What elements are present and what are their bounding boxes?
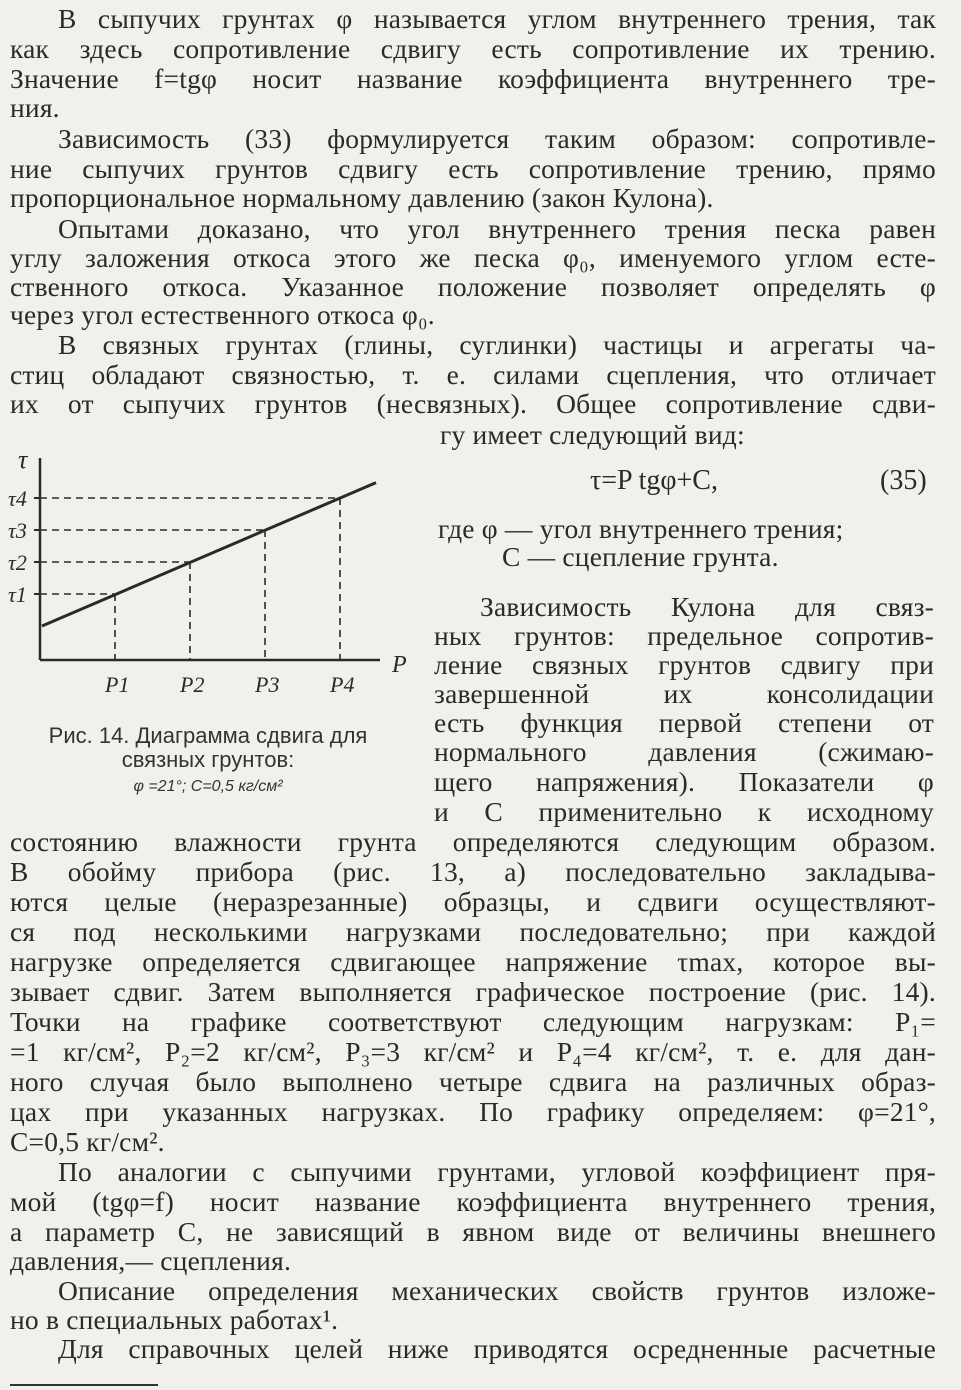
text-line: В обойму прибора (рис. 13, а) последовательно закладыва-: [10, 856, 936, 887]
x-tick-label: P2: [180, 672, 205, 697]
text-line: =1 кг/см², P₂=2 кг/см², P₃=3 кг/см² и P₄=4 кг/см², т. е. для дан-: [10, 1036, 936, 1067]
x-tick-label: P1: [105, 672, 130, 697]
text-line: ного случая было выполнено четыре сдвига на различных образ-: [10, 1066, 936, 1097]
y-tick-label: τ2: [8, 550, 27, 575]
text-line: Зависимость Кулона для связ-: [480, 591, 934, 622]
text-line: состоянию влажности грунта определяются следующим образом.: [10, 826, 936, 857]
text-line: C=0,5 кг/см².: [10, 1126, 165, 1157]
text-line: гу имеет следующий вид:: [440, 419, 745, 450]
text-line: углу заложения откоса этого же песка φ₀, именуемого углом есте-: [10, 242, 936, 273]
text-line: В связных грунтах (глины, суглинки) частицы и агрегаты ча-: [58, 329, 936, 360]
shear-line: [42, 483, 376, 626]
text-line: но в специальных работах¹.: [10, 1304, 339, 1335]
text-line: Опытами доказано, что угол внутреннего трения песка равен: [58, 213, 936, 244]
text-line: мой (tgφ=f) носит название коэффициента внутреннего трения,: [10, 1186, 936, 1217]
text-line: через угол естественного откоса φ₀.: [10, 299, 435, 330]
text-line: ление связных грунтов сдвигу при: [434, 649, 934, 680]
text-line: Зависимость (33) формулируется таким образом: сопротивле-: [58, 123, 936, 154]
text-line: пропорциональное нормальному давлению (закон Кулона).: [10, 182, 714, 213]
text-line: ния.: [10, 92, 60, 123]
text-line: ся под несколькими нагрузками последовательно; при каждой: [10, 916, 936, 947]
y-tick-label: τ1: [8, 582, 27, 607]
text-line: ственного откоса. Указанное положение позволяет определять φ: [10, 271, 936, 302]
x-axis-label: P: [392, 652, 407, 678]
text-line: есть функция первой степени от: [434, 707, 934, 738]
x-tick-label: P4: [330, 672, 355, 697]
text-line: нормального давления (сжимаю-: [434, 736, 934, 767]
text-line: зывает сдвиг. Затем выполняется графическое построение (рис. 14).: [10, 976, 936, 1007]
text-line: В сыпучих грунтах φ называется углом внутреннего трения, так: [58, 3, 936, 34]
y-axis-label: τ: [18, 445, 28, 474]
shear-diagram: [0, 440, 425, 700]
text-line: цах при указанных нагрузках. По графику определяем: φ=21°,: [10, 1096, 936, 1127]
text-line: и C применительно к исходному: [434, 796, 934, 827]
text-line: Описание определения механических свойств грунтов изложе-: [58, 1275, 936, 1306]
formula-number: (35): [880, 465, 927, 496]
text-line: стиц обладают связностью, т. е. силами сцепления, что отличает: [10, 359, 936, 390]
text-line: ных грунтов: предельное сопротив-: [434, 620, 934, 651]
formula-35: τ=P tgφ+C,: [590, 465, 718, 496]
text-line: ются целые (неразрезанные) образцы, и сдвиги осуществляют-: [10, 886, 936, 917]
text-line: нагрузке определяется сдвигающее напряжение τmax, которое вы-: [10, 946, 936, 977]
text-line: давления,— сцепления.: [10, 1245, 292, 1276]
y-tick-label: τ4: [8, 486, 27, 511]
text-line: щего напряжения). Показатели φ: [434, 766, 934, 797]
figure-caption-params: φ =21°; C=0,5 кг/см²: [133, 778, 283, 795]
text-line: Точки на графике соответствуют следующим нагрузкам: P₁=: [10, 1006, 936, 1037]
footnote-rule: [10, 1384, 158, 1386]
text-line: где φ — угол внутреннего трения;: [438, 513, 844, 544]
text-line: их от сыпучих грунтов (несвязных). Общее сопротивление сдви-: [10, 388, 936, 419]
y-tick-label: τ3: [8, 518, 27, 543]
figure-caption: Рис. 14. Диаграмма сдвига для: [48, 723, 368, 748]
text-line: Для справочных целей ниже приводятся осредненные расчетные: [58, 1333, 936, 1364]
text-line: завершенной их консолидации: [434, 678, 934, 709]
text-line: По аналогии с сыпучими грунтами, угловой коэффициент пря-: [58, 1156, 936, 1187]
text-line: Значение f=tgφ носит название коэффициента внутреннего тре-: [10, 63, 936, 94]
text-line: как здесь сопротивление сдвигу есть сопротивление их трению.: [10, 33, 936, 64]
x-tick-label: P3: [255, 672, 280, 697]
text-line: C — сцепление грунта.: [502, 541, 779, 572]
figure-caption: связных грунтов:: [121, 747, 295, 772]
text-line: ние сыпучих грунтов сдвигу есть сопротивление трению, прямо: [10, 153, 936, 184]
text-line: а параметр C, не зависящий в явном виде от величины внешнего: [10, 1216, 936, 1247]
